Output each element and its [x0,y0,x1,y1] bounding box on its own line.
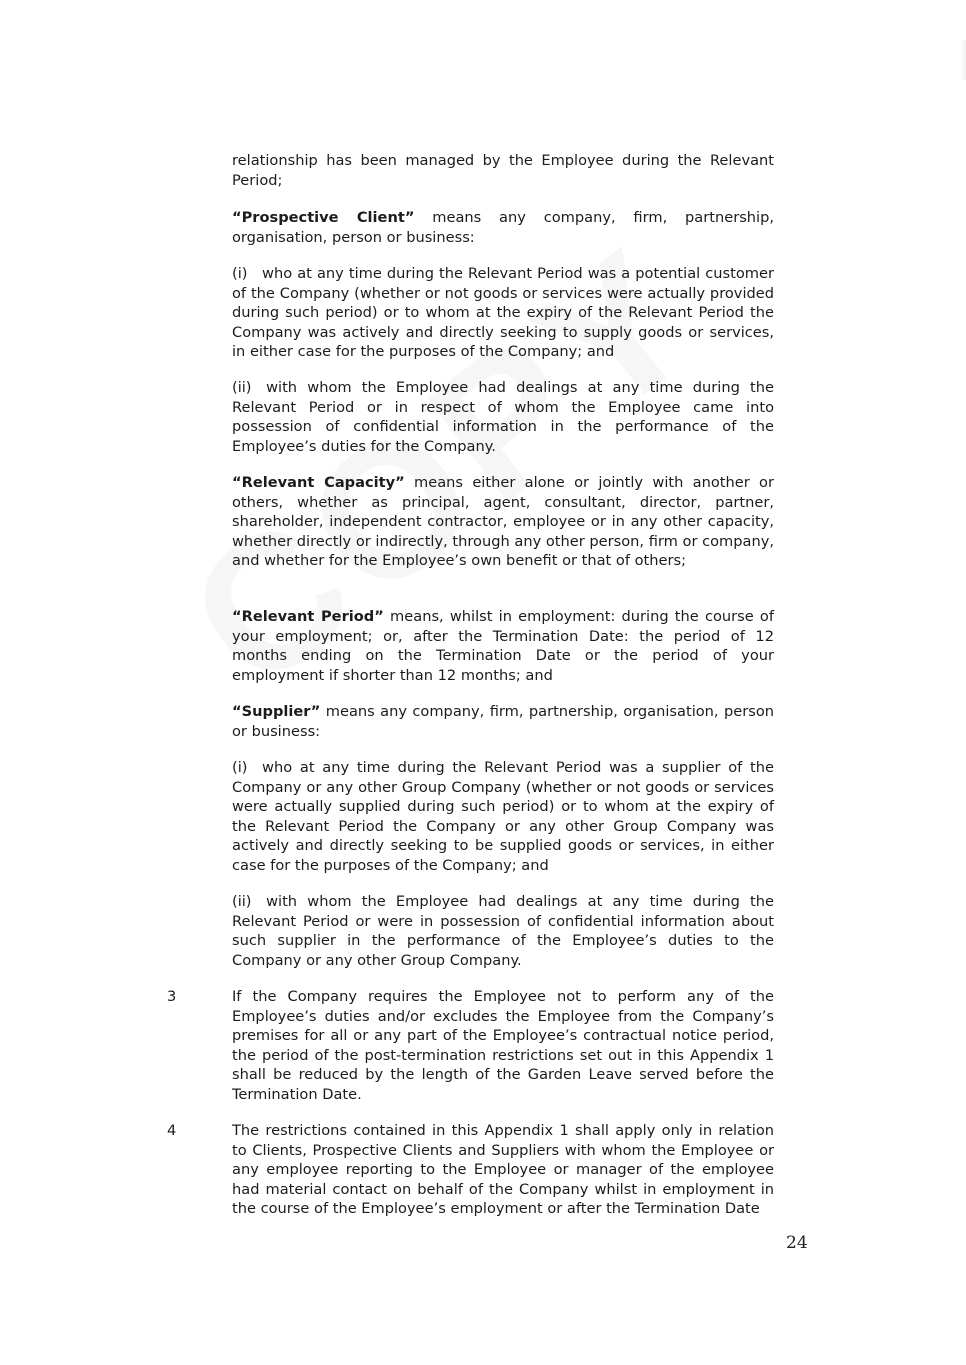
paragraph-text: (ii) with whom the Employee had dealings at any time during the Relevant Period or were in possession of confidential information about such supplier in the performance of the Employee’s duties to the Company or any other Group Company. [232,893,774,969]
definition-supplier [232,702,774,741]
sub-item-i-supplier [232,758,774,876]
defined-term: “Relevant Capacity” [232,474,405,491]
definition-relevant-period [232,607,774,685]
definition-relevant-capacity [232,473,774,571]
clause-number-3: 3 [167,988,177,1005]
paragraph-text: (i) who at any time during the Relevant Period was a potential customer of the Company (whether or not goods or services were actually provided during such period) or to whom at the expiry of the Relevant Period the Company was actively and directly seeking to supply goods or services, in either case for the purposes of the Company; and [232,265,774,361]
definition-text: means any company, firm, partnership, organisation, person or business: [232,703,774,740]
page-number: 24 [786,1233,808,1253]
paragraph-text: (ii) with whom the Employee had dealings at any time during the Relevant Period or in respect of whom the Employee came into possession of confidential information in the performance of the Employee’s duties for the Company. [232,379,774,455]
definition-text: means, whilst in employment: during the course of your employment; or, after the Termination Date: the period of 12 months ending on the Termination Date or the period of your employment if shorter than 12 months; and [232,608,774,684]
defined-term: “Relevant Period” [232,608,384,625]
paragraph-relationship [232,151,774,190]
definition-text: means any company, firm, partnership, organisation, person or business: [232,209,775,246]
scan-edge-shadow [960,40,966,80]
paragraph-text: (i) who at any time during the Relevant Period was a supplier of the Company or any other Group Company (whether or not goods or services were actually supplied during such period) or to whom at the expiry of the Relevant Period the Company or any other Group Company was actively and directly seeking to be supplied goods or services, in either case for the purposes of the Company; and [232,759,774,874]
sub-item-i-prospective [232,264,774,362]
clause-number-4: 4 [167,1122,177,1139]
sub-item-ii-supplier [232,892,774,970]
definition-prospective-client [232,208,774,247]
paragraph-text: relationship has been managed by the Employee during the Relevant Period; [232,152,774,189]
clause-4 [232,1121,774,1219]
sub-item-ii-prospective [232,378,774,456]
defined-term: “Supplier” [232,703,321,720]
paragraph-text: The restrictions contained in this Appendix 1 shall apply only in relation to Clients, Prospective Clients and Suppliers with whom the Employee or any employee reporting to the Employee or manager of the employee had material contact on behalf of the Company whilst in employment in the course of the Employee’s employment or after the Termination Date [232,1122,774,1218]
paragraph-text: If the Company requires the Employee not to perform any of the Employee’s duties and/or excludes the Employee from the Company’s premises for all or any part of the Employee’s contractual notice period, the period of the post-termination restrictions set out in this Appendix 1 shall be reduced by the length of the Garden Leave served before the Termination Date. [232,988,774,1103]
defined-term: “Prospective Client” [232,209,415,226]
definition-text: means either alone or jointly with another or others, whether as principal, agent, consultant, director, partner, shareholder, independent contractor, employee or in any other capacity, whether directly or indirectly, through any other person, firm or company, and whether for the Employee’s own benefit or that of others; [232,474,774,570]
clause-3 [232,987,774,1105]
